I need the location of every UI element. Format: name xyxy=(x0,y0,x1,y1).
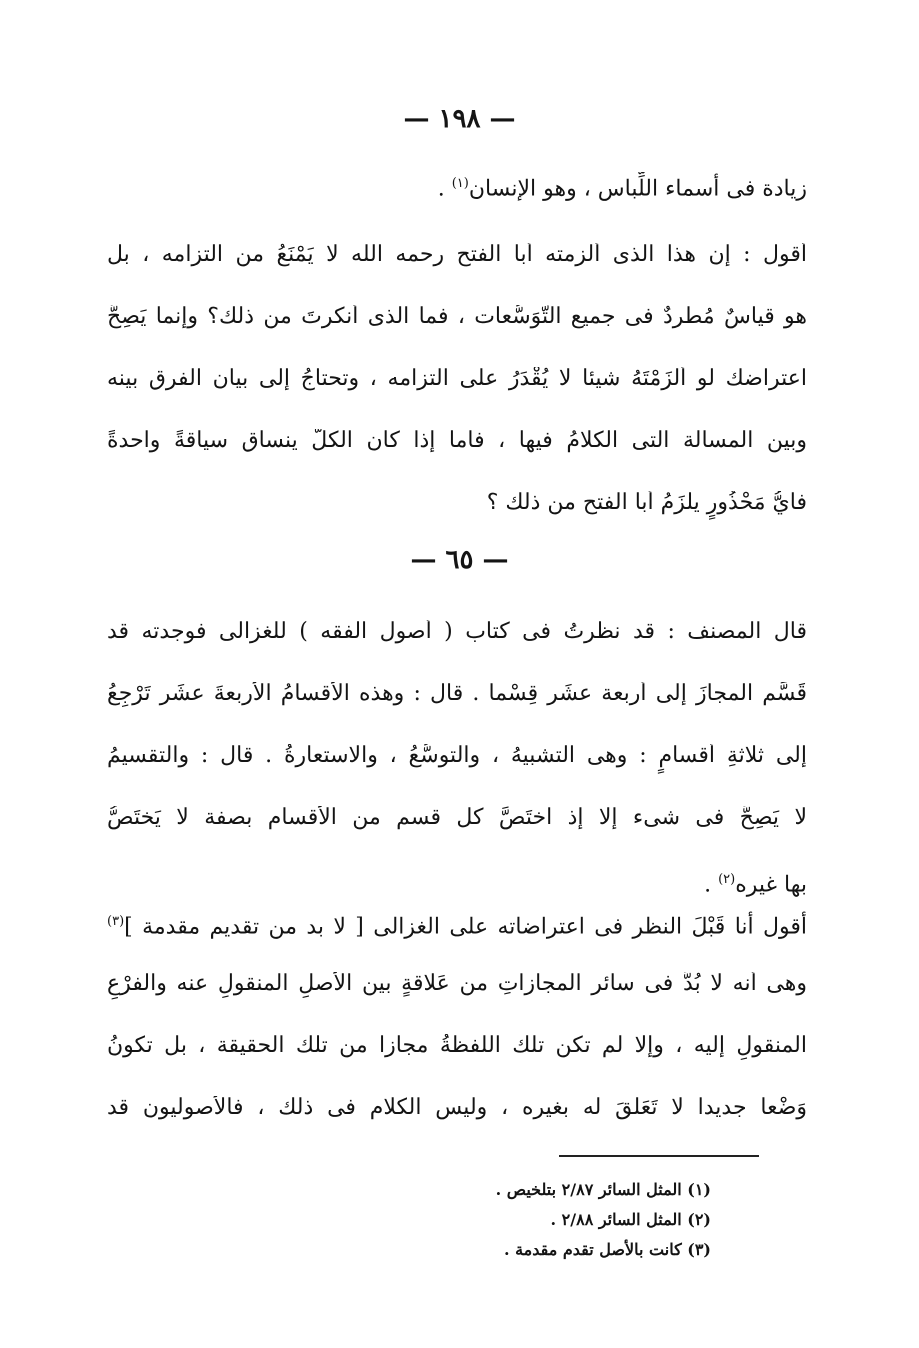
text-line: وبين المسألة التى الكلامُ فيها ، فأما إذا كان الكلُّ ينساق سياقةً واحدةً xyxy=(107,429,807,453)
text-line: وَضْعاً جديداً لا تَعَلُّقَ له بغيره ، وليس الكلام فى ذلك ، فالأصوليون قد xyxy=(107,1096,807,1120)
footnote-divider xyxy=(559,1155,759,1157)
text-line: المنقولِ إليه ، وإلا لم تكن تلك اللَّفظةُ مجازاً من تلك الحقيقة ، بل تكونُ xyxy=(107,1034,807,1058)
paragraph-2 xyxy=(107,243,807,553)
footnote-ref-1: (١) xyxy=(451,176,469,191)
text-line: قال المصنف : قد نظرتُ فى كتاب ( أصول الفقه ) للغزالى فوجدته قد xyxy=(107,620,807,644)
text-line: وهى أنه لا بُدَّ فى سائر المجازاتِ من عَلاقةٍ بين الأصلِ المنقولِ عنه والفرْعِ xyxy=(107,972,807,996)
text-line: اعتراضك لو ألزَمْتَهُ شيئاً لا يُقْدَرُ على التزامه ، وتحتاجُ إلى بيان الفرق بينه xyxy=(107,367,807,391)
footnote-2: (٢) المثل السائر ٢/٨٨ . xyxy=(550,1210,711,1229)
text-line: بها غيره$^{(٢)}$ . xyxy=(704,872,807,898)
footnote-ref-2: (٢) xyxy=(718,872,736,887)
text-line: لا يَصِحُّ فى شىء إلا إذ اختَصَّ كل قسم من الأقسام بصفة لا يَختَصُّ xyxy=(107,806,807,830)
footnote-ref-3: (٣) xyxy=(107,914,125,929)
paragraph-1 xyxy=(107,172,807,234)
paragraph-4 xyxy=(107,910,807,1158)
page-number: — ١٩٨ — xyxy=(403,104,516,134)
footnote-1: (١) المثل السائر ٢/٨٧ بتلخيص . xyxy=(495,1180,711,1199)
text-line: قَسَّم المجازَ إلى أربعة عشَر قِسْماً . قال : وهذه الأقسامُ الأربعةَ عشَر تَرْجِعُ xyxy=(107,682,807,706)
text-line: أقول أنا قَبْلَ النظر فى اعتراضاته على الغزالى [ لا بد من تقديم مقدمة ]$^{(٣)}$ xyxy=(107,914,807,940)
footnote-3: (٣) كانت بالأصل تقدم مقدمة . xyxy=(503,1240,711,1259)
text-line: إلى ثلاثةِ أقسامٍ : وهى التشبيهُ ، والتوسُّعُ ، والاستعارةُ . قال : والتقسيمُ xyxy=(107,744,807,768)
text-line: فأيُّ مَحْذُورٍ يلزَمُ أبا الفتح من ذلك ؟ xyxy=(486,491,807,515)
paragraph-3 xyxy=(107,620,807,930)
section-number: — ٦٥ — xyxy=(410,545,509,575)
text-line: هو قياسٌ مُطَّردٌ فى جميع التَّوَسُّعات ، فما الذى أنكرتَ من ذلك؟ وإنما يَصِحُّ xyxy=(107,305,807,329)
footnotes xyxy=(231,1180,711,1270)
text-line: أقول : إن هذا الذى ألزمته أبا الفتح رحمه الله لا يَمْنَعُ من التزامه ، بل xyxy=(107,243,807,267)
text-line: زيادة فى أسماء اللِّباس ، وهو الإنسان$^{(١)}$ . xyxy=(437,176,807,202)
